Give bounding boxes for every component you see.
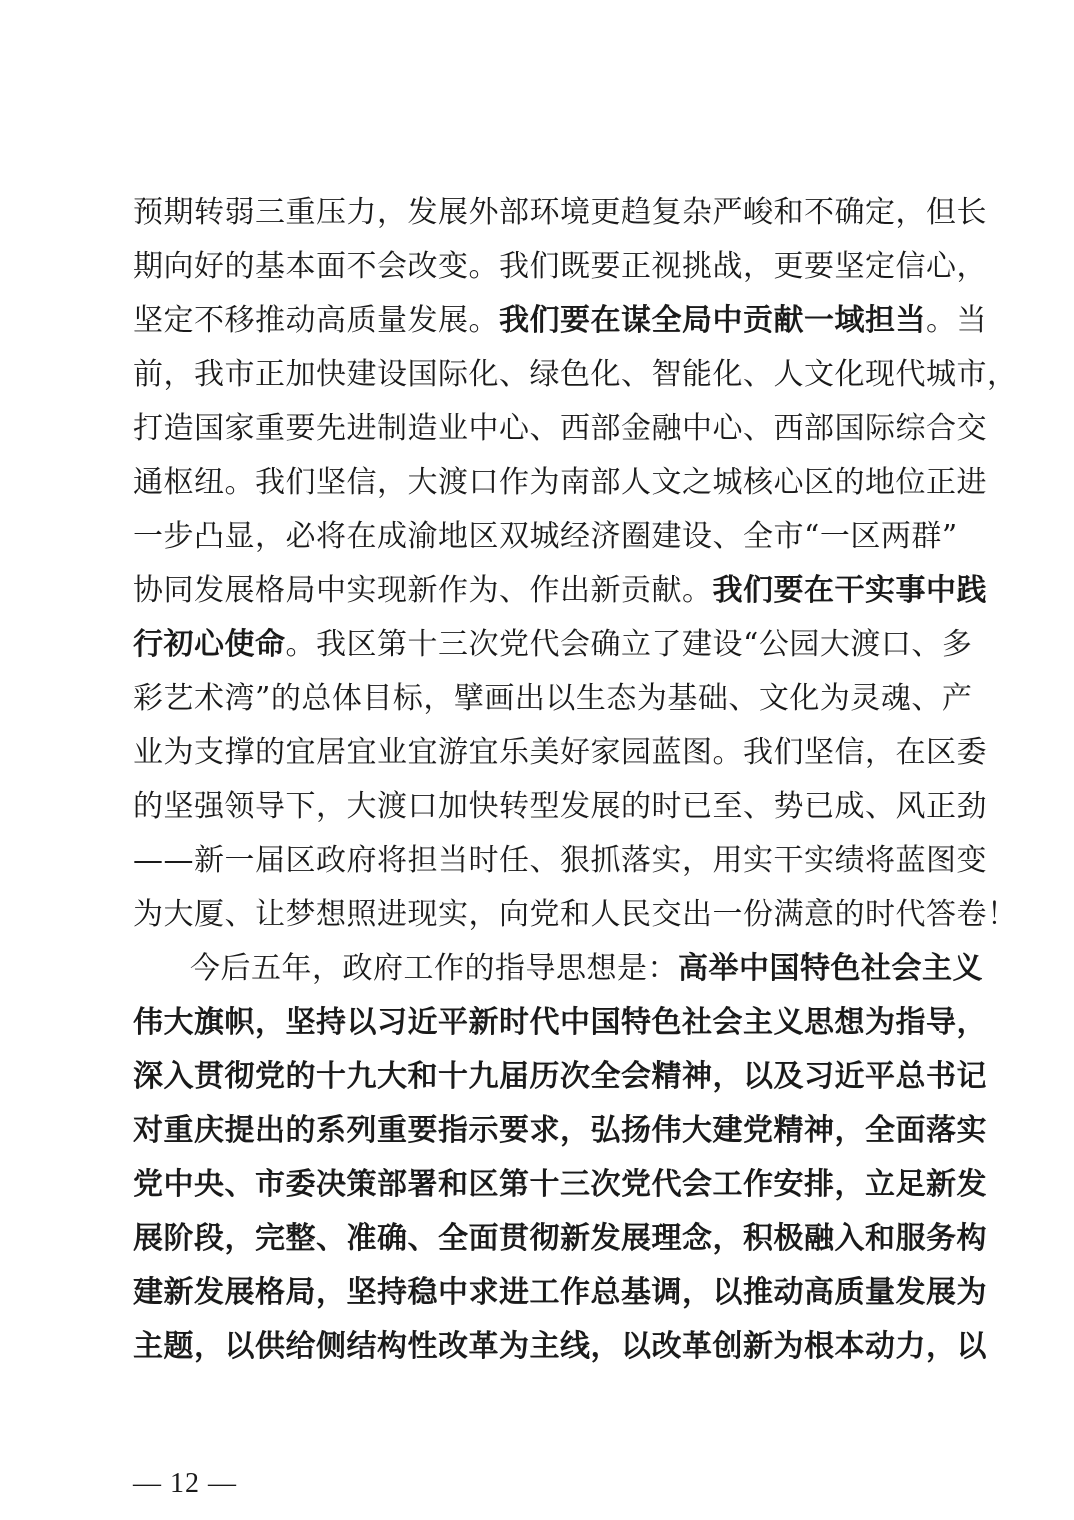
bold-text-run: 伟大旗帜，坚持以习近平新时代中国特色社会主义思想为指导，	[133, 1005, 987, 1040]
text-run: 期向好的基本面不会改变。我们既要正视挑战，更要坚定信心，	[133, 249, 987, 284]
bold-text-run: 高举中国特色社会主义	[678, 951, 983, 986]
bold-text-run: 党中央、市委决策部署和区第十三次党代会工作安排，立足新发	[133, 1167, 987, 1202]
text-run: 坚定不移推动高质量发展。	[133, 303, 499, 338]
text-line	[133, 1320, 987, 1374]
bold-text-run: 我们要在谋全局中贡献一域担当	[499, 303, 926, 338]
text-line	[133, 618, 973, 672]
text-run: 。当	[926, 303, 987, 338]
text-line	[133, 1104, 987, 1158]
text-run: ——新一届区政府将担当时任、狠抓落实，用实干实绩将蓝图变	[133, 843, 987, 878]
text-line	[133, 726, 987, 780]
text-line	[133, 780, 987, 834]
text-line	[133, 1050, 987, 1104]
text-line	[133, 996, 987, 1050]
text-line	[133, 510, 958, 564]
bold-text-run: 主题，以供给侧结构性改革为主线，以改革创新为根本动力，以	[133, 1329, 987, 1364]
text-run: 的坚强领导下，大渡口加快转型发展的时已至、势已成、风正劲	[133, 789, 987, 824]
text-run: 业为支撑的宜居宜业宜游宜乐美好家园蓝图。我们坚信，在区委	[133, 735, 987, 770]
bold-text-run: 对重庆提出的系列重要指示要求，弘扬伟大建党精神，全面落实	[133, 1113, 987, 1148]
text-run: 前，我市正加快建设国际化、绿色化、智能化、人文化现代城市，	[133, 357, 1018, 392]
text-line	[133, 402, 987, 456]
text-run: 今后五年，政府工作的指导思想是：	[190, 951, 678, 986]
text-line	[133, 888, 1018, 942]
text-line	[133, 1266, 987, 1320]
bold-text-run: 建新发展格局，坚持稳中求进工作总基调，以推动高质量发展为	[133, 1275, 987, 1310]
text-line	[190, 942, 983, 996]
page-number: — 12 —	[133, 1468, 237, 1499]
text-line	[133, 240, 987, 294]
text-line	[133, 564, 987, 618]
text-line	[133, 1158, 987, 1212]
bold-text-run: 我们要在干实事中践	[712, 573, 987, 608]
text-line	[133, 672, 973, 726]
text-run: 打造国家重要先进制造业中心、西部金融中心、西部国际综合交	[133, 411, 987, 446]
text-line	[133, 186, 987, 240]
text-run: 通枢纽。我们坚信，大渡口作为南部人文之城核心区的地位正进	[133, 465, 987, 500]
text-run: 彩艺术湾”的总体目标，擘画出以生态为基础、文化为灵魂、产	[133, 681, 973, 716]
text-line	[133, 834, 987, 888]
text-run: 一步凸显，必将在成渝地区双城经济圈建设、全市“一区两群”	[133, 519, 958, 554]
text-line	[133, 294, 987, 348]
text-run: 预期转弱三重压力，发展外部环境更趋复杂严峻和不确定，但长	[133, 195, 987, 230]
text-run: 协同发展格局中实现新作为、作出新贡献。	[133, 573, 713, 608]
text-run: 。我区第十三次党代会确立了建设“公园大渡口、多	[285, 627, 973, 662]
bold-text-run: 展阶段，完整、准确、全面贯彻新发展理念，积极融入和服务构	[133, 1221, 987, 1256]
bold-text-run: 行初心使命	[133, 627, 286, 662]
text-line	[133, 348, 1018, 402]
text-run: 为大厦、让梦想照进现实，向党和人民交出一份满意的时代答卷！	[133, 897, 1018, 932]
text-line	[133, 1212, 987, 1266]
text-line	[133, 456, 987, 510]
bold-text-run: 深入贯彻党的十九大和十九届历次全会精神，以及习近平总书记	[133, 1059, 987, 1094]
